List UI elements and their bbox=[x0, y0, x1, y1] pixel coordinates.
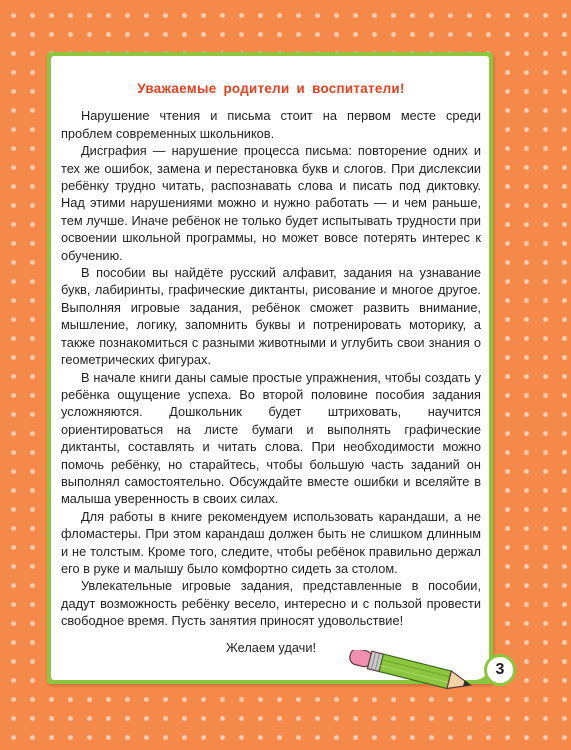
closing-wish: Желаем удачи! bbox=[225, 639, 317, 655]
paragraph-4: В начале книги даны самые простые упражнения, чтобы создать у ребёнка ощущение успеха. Во второй половине пособия задания усложняются. Дошкольник будет штриховать, научится ориентироваться на листе бумаги и выполнять графические диктанты, составлять и читать слова. При необходимости можно помочь ребёнку, но старайтесь, чтобы большую часть заданий он выполнял самостоятельно. Обсуждайте вместе ошибки и вселяйте в малыша уверенность в своих силах. bbox=[61, 369, 481, 507]
pencil-icon bbox=[344, 650, 486, 694]
paragraph-3: В пособии вы найдёте русский алфавит, задания на узнавание букв, лабиринты, графические диктанты, рисование и многое другое. Выполняя игровые задания, ребёнок сможет развить внимание, мышление, логику, запомнить буквы и потренировать моторику, а также познакомиться с разными животными и углубить свои знания о геометрических фигурах. bbox=[61, 265, 481, 368]
page-number-badge: 3 bbox=[484, 654, 516, 686]
paragraph-2: Дисграфия — нарушение процесса письма: повторение одних и тех же ошибок, замена и перестановка букв и слогов. При дислексии ребёнку трудно читать, распознавать слова и писать под диктовку. Над этими нарушениями можно и нужно работать — и чем раньше, тем лучше. Иначе ребёнок не только будет испытывать трудности при освоении школьной программы, но может вовсе потерять интерес к обучению. bbox=[61, 143, 481, 263]
letter-body bbox=[61, 80, 481, 656]
paragraph-6: Увлекательные игровые задания, представленные в пособии, дадут возможность ребёнку весело, интересно и с пользой провести свободное время. Пусть занятия приносят удовольствие! bbox=[61, 578, 481, 629]
paragraph-1: Нарушение чтения и письма стоит на первом месте среди проблем современных школьников. bbox=[61, 108, 481, 141]
paragraph-5: Для работы в книге рекомендуем использовать карандаши, а не фломастеры. При этом карандаш должен быть не слишком длинным и не толстым. Кроме того, следите, чтобы ребёнок правильно держал его в руке и малышу было комфортно сидеть за столом. bbox=[61, 508, 481, 576]
letter-heading: Уважаемые родители и воспитатели! bbox=[137, 81, 405, 96]
